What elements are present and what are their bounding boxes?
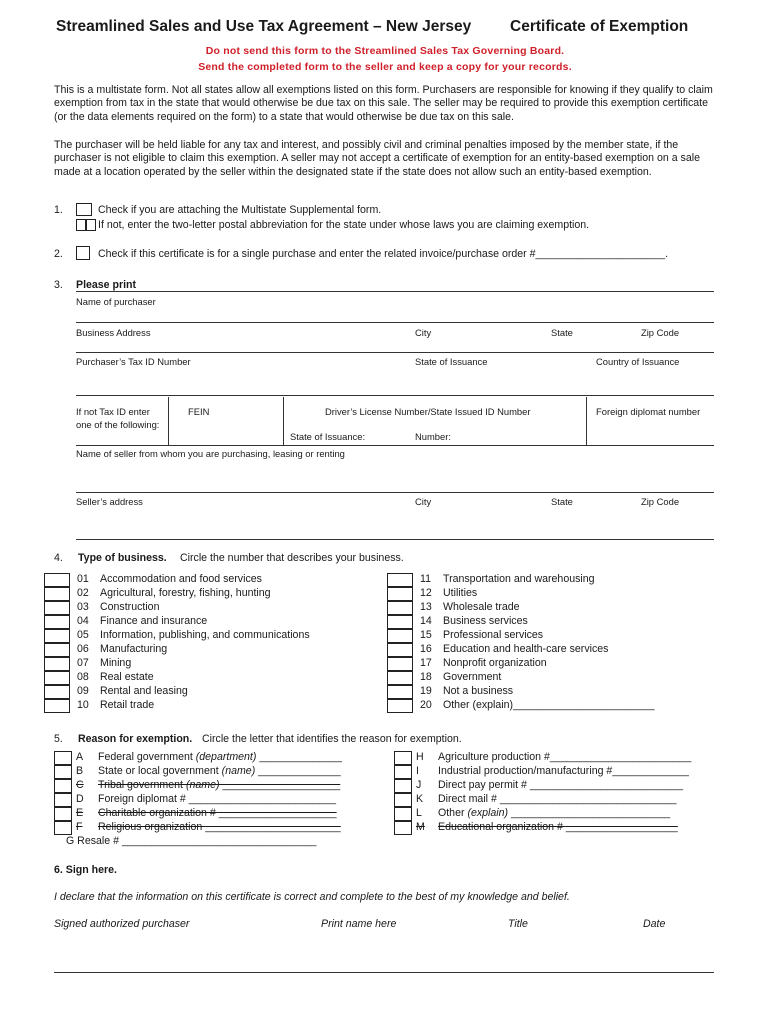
- reason-label: Foreign diplomat #: [98, 793, 189, 805]
- reason-row[interactable]: [54, 821, 384, 835]
- reason-checkbox[interactable]: [54, 793, 72, 807]
- if-not-tax-id-label-1: If not Tax ID enter: [76, 406, 150, 417]
- business-type-label: Accommodation and food services: [100, 573, 262, 585]
- business-type-checkbox[interactable]: [44, 643, 70, 657]
- reason-letter: J: [416, 779, 422, 791]
- reason-label: Other: [438, 807, 468, 819]
- business-type-checkbox[interactable]: [387, 671, 413, 685]
- business-type-label: Information, publishing, and communications: [100, 629, 310, 641]
- business-type-checkbox[interactable]: [44, 685, 70, 699]
- reason-text: [98, 779, 340, 791]
- reason-label-italic: (department): [195, 751, 257, 763]
- state-abbrev-box-2[interactable]: [86, 219, 96, 231]
- reason-checkbox[interactable]: [394, 793, 412, 807]
- fein-label: FEIN: [188, 406, 210, 417]
- reason-blank[interactable]: _____________: [612, 765, 689, 777]
- reason-row[interactable]: [394, 793, 724, 807]
- business-type-code: 05: [77, 629, 89, 641]
- type-of-business-heading: Type of business.: [78, 552, 167, 564]
- business-type-code: 07: [77, 657, 89, 669]
- foreign-diplomat-label: Foreign diplomat number: [596, 406, 701, 417]
- business-type-label: Government: [443, 671, 502, 683]
- business-type-label: Nonprofit organization: [443, 657, 547, 669]
- business-type-checkbox[interactable]: [387, 643, 413, 657]
- reason-label-italic: (name): [185, 779, 220, 791]
- reason-text: [438, 807, 670, 819]
- business-type-label: Other (explain)________________________: [443, 699, 655, 711]
- business-type-row[interactable]: [44, 671, 384, 685]
- divider: [168, 397, 169, 445]
- business-type-code: 01: [77, 573, 89, 585]
- reason-letter: I: [416, 765, 419, 777]
- print-name-label: Print name here: [321, 918, 397, 930]
- business-type-row[interactable]: [387, 685, 727, 699]
- reason-text: [438, 821, 678, 833]
- section-1-number: 1.: [54, 204, 63, 216]
- business-type-row[interactable]: [44, 615, 384, 629]
- business-type-label: Real estate: [100, 671, 154, 683]
- business-type-code: 15: [420, 629, 432, 641]
- reason-label-italic: (name): [221, 765, 256, 777]
- reason-checkbox[interactable]: [394, 807, 412, 821]
- reason-blank[interactable]: _________________________: [188, 793, 336, 805]
- certificate-title: Certificate of Exemption: [510, 18, 689, 35]
- business-type-label: Business services: [443, 615, 528, 627]
- id-fields-line[interactable]: [76, 445, 714, 446]
- business-type-row[interactable]: [44, 643, 384, 657]
- if-not-tax-id-label-2: one of the following:: [76, 419, 160, 430]
- seller-zip-label: Zip Code: [641, 496, 680, 507]
- reason-row[interactable]: [394, 821, 724, 835]
- reason-checkbox[interactable]: [54, 807, 72, 821]
- business-type-checkbox[interactable]: [387, 615, 413, 629]
- section-4-number: 4.: [54, 552, 63, 564]
- business-type-code: 09: [77, 685, 89, 697]
- business-type-code: 03: [77, 601, 89, 613]
- state-abbrev-label: If not, enter the two-letter postal abbreviation for the state under whose laws you are claiming exemption.: [98, 219, 590, 231]
- business-type-row[interactable]: [44, 685, 384, 699]
- business-type-checkbox[interactable]: [44, 573, 70, 587]
- business-type-checkbox[interactable]: [387, 657, 413, 671]
- business-type-label: Agricultural, forestry, fishing, hunting: [100, 587, 271, 599]
- business-type-checkbox[interactable]: [44, 657, 70, 671]
- business-type-row[interactable]: [44, 699, 384, 713]
- reason-letter: D: [76, 793, 84, 805]
- seller-state-label: State: [551, 496, 573, 507]
- seller-city-label: City: [415, 496, 432, 507]
- reason-checkbox[interactable]: [394, 779, 412, 793]
- business-type-code: 16: [420, 643, 432, 655]
- reason-row[interactable]: [394, 751, 724, 765]
- reason-label: Tribal government: [98, 779, 186, 791]
- business-type-label: Utilities: [443, 587, 478, 599]
- business-type-label: Transportation and warehousing: [443, 573, 595, 585]
- reason-checkbox[interactable]: [54, 751, 72, 765]
- reason-text: [438, 751, 691, 763]
- reason-letter: M: [416, 821, 425, 833]
- type-of-business-instruction: Circle the number that describes your business.: [180, 552, 404, 564]
- business-type-row[interactable]: [44, 573, 384, 587]
- intro-paragraph-1: This is a multistate form. Not all states allow all exemptions listed on this form. Purchasers are responsible for knowing if they qualify to claim exemption from tax in the state that would otherwise be due tax on this sale. The seller may be required to provide this exemption certificate (or the data elements required on the form) to a state that would otherwise be due tax on this sale.: [54, 84, 713, 123]
- business-type-label: Wholesale trade: [443, 601, 520, 613]
- seller-address-field[interactable]: [76, 539, 714, 540]
- reason-label: Federal government: [98, 751, 196, 763]
- business-type-row[interactable]: [387, 573, 727, 587]
- business-type-code: 02: [77, 587, 89, 599]
- reason-label: Educational organization #: [438, 821, 566, 833]
- reason-row[interactable]: [54, 793, 384, 807]
- reason-label: Agriculture production #: [438, 751, 550, 763]
- reason-blank[interactable]: ______________________________: [499, 793, 677, 805]
- business-type-label: Professional services: [443, 629, 544, 641]
- business-type-row[interactable]: [44, 601, 384, 615]
- reason-checkbox[interactable]: [394, 751, 412, 765]
- state-abbrev-box-1[interactable]: [76, 219, 86, 231]
- reason-checkbox[interactable]: [394, 765, 412, 779]
- reason-blank[interactable]: _______________________: [205, 821, 341, 833]
- reason-instruction: Circle the letter that identifies the reason for exemption.: [202, 733, 462, 745]
- business-type-checkbox[interactable]: [44, 601, 70, 615]
- business-type-checkbox[interactable]: [387, 601, 413, 615]
- reason-blank[interactable]: ___________________________: [508, 807, 671, 819]
- zip-label: Zip Code: [641, 327, 680, 338]
- reason-text: [98, 793, 336, 805]
- reason-blank[interactable]: ______________: [255, 765, 341, 777]
- business-type-row[interactable]: [387, 671, 727, 685]
- seller-name-label: Name of seller from whom you are purchasing, leasing or renting: [76, 448, 345, 459]
- tax-id-label: Purchaser’s Tax ID Number: [76, 356, 191, 367]
- reason-text: [438, 793, 677, 805]
- reason-text: [98, 821, 341, 833]
- attach-supplemental-label: Check if you are attaching the Multistate Supplemental form.: [98, 204, 382, 216]
- reason-blank[interactable]: ______________: [256, 751, 342, 763]
- warning-line-1: Do not send this form to the Streamlined Sales Tax Governing Board.: [205, 45, 565, 57]
- business-type-label: Construction: [100, 601, 160, 613]
- reason-letter: H: [416, 751, 424, 763]
- business-type-row[interactable]: [44, 657, 384, 671]
- city-label: City: [415, 327, 432, 338]
- reason-text: [98, 751, 342, 763]
- seller-name-field[interactable]: [76, 492, 714, 493]
- state-label: State: [551, 327, 573, 338]
- reason-letter: C: [76, 779, 84, 791]
- business-type-label: Manufacturing: [100, 643, 168, 655]
- business-type-label: Mining: [100, 657, 132, 669]
- business-type-checkbox[interactable]: [387, 699, 413, 713]
- business-type-row[interactable]: [387, 601, 727, 615]
- business-type-code: 17: [420, 657, 432, 669]
- business-type-row[interactable]: [44, 629, 384, 643]
- business-type-checkbox[interactable]: [44, 615, 70, 629]
- drivers-license-label: Driver’s License Number/State Issued ID Number: [325, 406, 531, 417]
- reason-heading: Reason for exemption.: [78, 733, 193, 745]
- business-type-checkbox[interactable]: [387, 573, 413, 587]
- declaration-text: I declare that the information on this certificate is correct and complete to the best of my knowledge and belief.: [54, 891, 570, 903]
- reason-row[interactable]: [394, 807, 724, 821]
- section-2-number: 2.: [54, 248, 63, 260]
- reason-blank[interactable]: ________________________: [549, 751, 692, 763]
- business-type-label: Finance and insurance: [100, 615, 208, 627]
- business-type-row[interactable]: [387, 657, 727, 671]
- reason-row[interactable]: [54, 765, 384, 779]
- reason-label: Direct mail #: [438, 793, 500, 805]
- reason-letter: E: [76, 807, 84, 819]
- reason-checkbox[interactable]: [394, 821, 412, 835]
- business-type-code: 12: [420, 587, 432, 599]
- section-3-number: 3.: [54, 279, 63, 291]
- name-of-purchaser-label: Name of purchaser: [76, 296, 156, 307]
- business-type-code: 06: [77, 643, 89, 655]
- reason-blank[interactable]: ___________________: [565, 821, 678, 833]
- seller-address-label: Seller’s address: [76, 496, 143, 507]
- business-type-checkbox[interactable]: [44, 699, 70, 713]
- business-type-label: Retail trade: [100, 699, 155, 711]
- business-type-code: 11: [420, 573, 431, 585]
- business-type-checkbox[interactable]: [44, 587, 70, 601]
- business-type-label: Not a business: [443, 685, 514, 697]
- please-print-heading: Please print: [76, 279, 137, 291]
- reason-row[interactable]: [54, 751, 384, 765]
- title-label: Title: [508, 918, 528, 930]
- warning-line-2: Send the completed form to the seller and keep a copy for your records.: [198, 61, 572, 73]
- form-title: Streamlined Sales and Use Tax Agreement – New Jersey: [56, 18, 472, 35]
- reason-text: [98, 765, 341, 777]
- business-address-field[interactable]: [76, 352, 714, 353]
- reason-text: [438, 765, 689, 777]
- state-of-issuance-label: State of Issuance: [415, 356, 488, 367]
- business-type-code: 13: [420, 601, 432, 613]
- dl-state-of-issuance-label: State of Issuance:: [290, 431, 366, 442]
- business-type-label: Education and health-care services: [443, 643, 609, 655]
- business-type-code: 14: [420, 615, 432, 627]
- business-type-row[interactable]: [387, 629, 727, 643]
- business-type-code: 08: [77, 671, 89, 683]
- business-type-row[interactable]: [387, 587, 727, 601]
- name-of-purchaser-field[interactable]: [76, 322, 714, 323]
- reason-row[interactable]: [54, 779, 384, 793]
- dl-number-label: Number:: [415, 431, 451, 442]
- business-type-code: 19: [420, 685, 432, 697]
- section-5-number: 5.: [54, 733, 63, 745]
- reason-checkbox[interactable]: [54, 765, 72, 779]
- business-type-row[interactable]: [387, 615, 727, 629]
- business-type-checkbox[interactable]: [44, 629, 70, 643]
- date-label: Date: [643, 918, 666, 930]
- reason-label: Direct pay permit #: [438, 779, 530, 791]
- reason-label: Religious organization: [98, 821, 206, 833]
- reason-row[interactable]: [54, 807, 384, 821]
- business-address-label: Business Address: [76, 327, 151, 338]
- single-purchase-label: Check if this certificate is for a single purchase and enter the related invoice/purchase order #______________________.: [98, 248, 669, 260]
- reason-label: State or local government: [98, 765, 222, 777]
- business-type-code: 04: [77, 615, 89, 627]
- reason-letter: A: [76, 751, 84, 763]
- reason-checkbox[interactable]: [54, 821, 72, 835]
- reason-label: Charitable organization #: [98, 807, 219, 819]
- business-type-checkbox[interactable]: [387, 587, 413, 601]
- attach-supplemental-checkbox[interactable]: [76, 203, 92, 216]
- reason-blank[interactable]: ____________________: [219, 779, 341, 791]
- reason-row[interactable]: [394, 779, 724, 793]
- reason-label-italic: (explain): [467, 807, 509, 819]
- reason-text: [98, 807, 337, 819]
- signed-purchaser-label: Signed authorized purchaser: [54, 918, 190, 930]
- business-type-code: 10: [77, 699, 89, 711]
- business-type-checkbox[interactable]: [44, 671, 70, 685]
- business-type-label: Rental and leasing: [100, 685, 188, 697]
- reason-label: Industrial production/manufacturing #: [438, 765, 613, 777]
- business-type-code: 20: [420, 699, 432, 711]
- reason-letter: L: [416, 807, 422, 819]
- reason-letter: K: [416, 793, 424, 805]
- signature-line[interactable]: [54, 972, 714, 973]
- tax-id-field[interactable]: [76, 395, 714, 396]
- divider: [283, 397, 284, 445]
- reason-text: [438, 779, 683, 791]
- country-of-issuance-label: Country of Issuance: [596, 356, 680, 367]
- business-type-row[interactable]: [387, 699, 727, 713]
- business-type-row[interactable]: [387, 643, 727, 657]
- reason-checkbox[interactable]: [54, 779, 72, 793]
- divider: [586, 397, 587, 445]
- reason-blank[interactable]: __________________________: [529, 779, 684, 791]
- reason-row[interactable]: [394, 765, 724, 779]
- single-purchase-checkbox[interactable]: [76, 246, 90, 260]
- intro-paragraph-2: The purchaser will be held liable for any tax and interest, and possibly civil and criminal penalties imposed by the member state, if the purchaser is not eligible to claim this exemption. A seller may not accept a certificate of exemption for an entity-based exemption on a sale made at a location operated by the seller within the designated state if the state does not allow such an entity-based exemption.: [54, 139, 700, 178]
- reason-blank[interactable]: ____________________: [218, 807, 337, 819]
- business-type-checkbox[interactable]: [387, 685, 413, 699]
- business-type-row[interactable]: [44, 587, 384, 601]
- reason-letter: F: [76, 821, 83, 833]
- reason-letter: B: [76, 765, 84, 777]
- resale-line: G Resale # _________________________________: [66, 835, 317, 847]
- sign-here-heading: 6. Sign here.: [54, 864, 117, 876]
- business-type-checkbox[interactable]: [387, 629, 413, 643]
- please-print-line: [76, 291, 714, 292]
- business-type-code: 18: [420, 671, 432, 683]
